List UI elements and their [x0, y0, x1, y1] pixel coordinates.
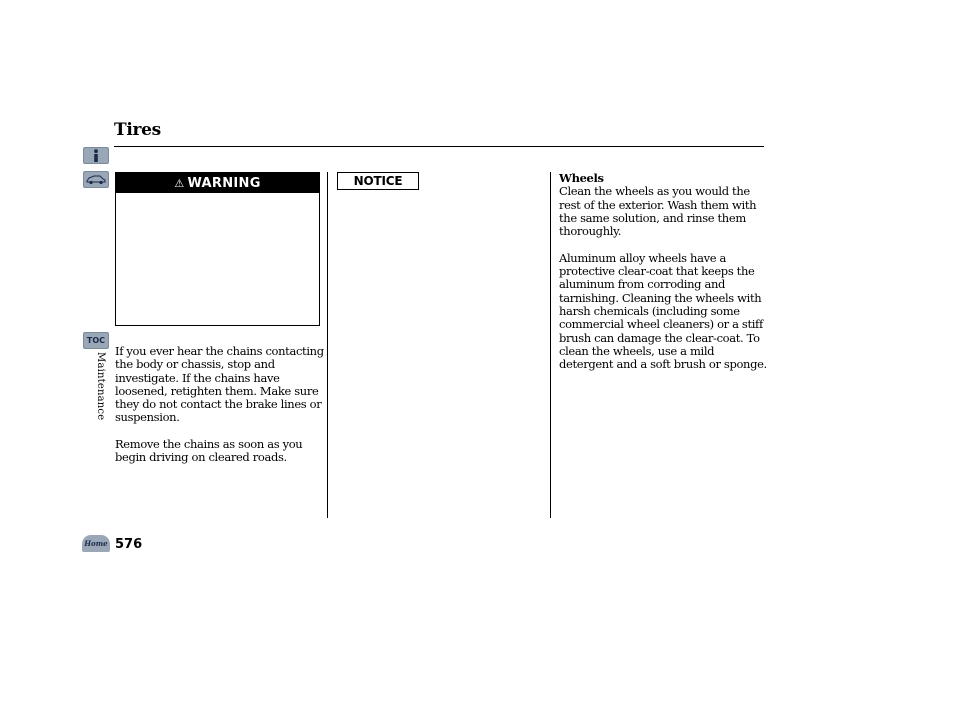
warning-header [116, 173, 319, 193]
info-glyph-icon [91, 149, 101, 163]
notice-box [337, 172, 419, 190]
car-glyph-icon [85, 174, 107, 185]
section-label: Maintenance [95, 352, 106, 421]
paragraph: Clean the wheels as you would the rest of the exterior. Wash them with the same solution, and rinse them thoroughly. [559, 184, 757, 239]
column-1-text [115, 345, 325, 478]
notice-label: NOTICE [353, 174, 403, 188]
section-heading: Wheels [559, 171, 604, 185]
home-button[interactable] [82, 535, 110, 552]
page-title: Tires [114, 120, 161, 140]
paragraph: Aluminum alloy wheels have a protective clear-coat that keeps the aluminum from corroding and tarnishing. Cleaning the wheels with harsh chemicals (including some commercial wheel cleaners) or a stiff brush can damage the clear-coat. To clean the wheels, use a mild detergent and a soft brush or sponge. [559, 250, 767, 372]
info-icon[interactable] [83, 147, 109, 164]
toc-tab[interactable] [83, 332, 109, 349]
car-icon[interactable] [83, 171, 109, 188]
warning-box [115, 172, 320, 326]
page-number: 576 [115, 537, 143, 552]
home-label: Home [84, 539, 108, 548]
column-divider-2 [550, 172, 551, 518]
warning-triangle-icon: ⚠ [174, 176, 185, 190]
paragraph: Remove the chains as soon as you begin driving on cleared roads. [115, 437, 303, 465]
title-rule [114, 146, 764, 147]
toc-label: TOC [86, 336, 106, 345]
paragraph: If you ever hear the chains contacting the body or chassis, stop and investigate. If the chains have loosened, retighten them. Make sure they do not contact the brake lines or suspension. [115, 344, 324, 425]
warning-label: WARNING [187, 175, 261, 191]
column-divider-1 [327, 172, 328, 518]
column-3-text [559, 172, 769, 385]
